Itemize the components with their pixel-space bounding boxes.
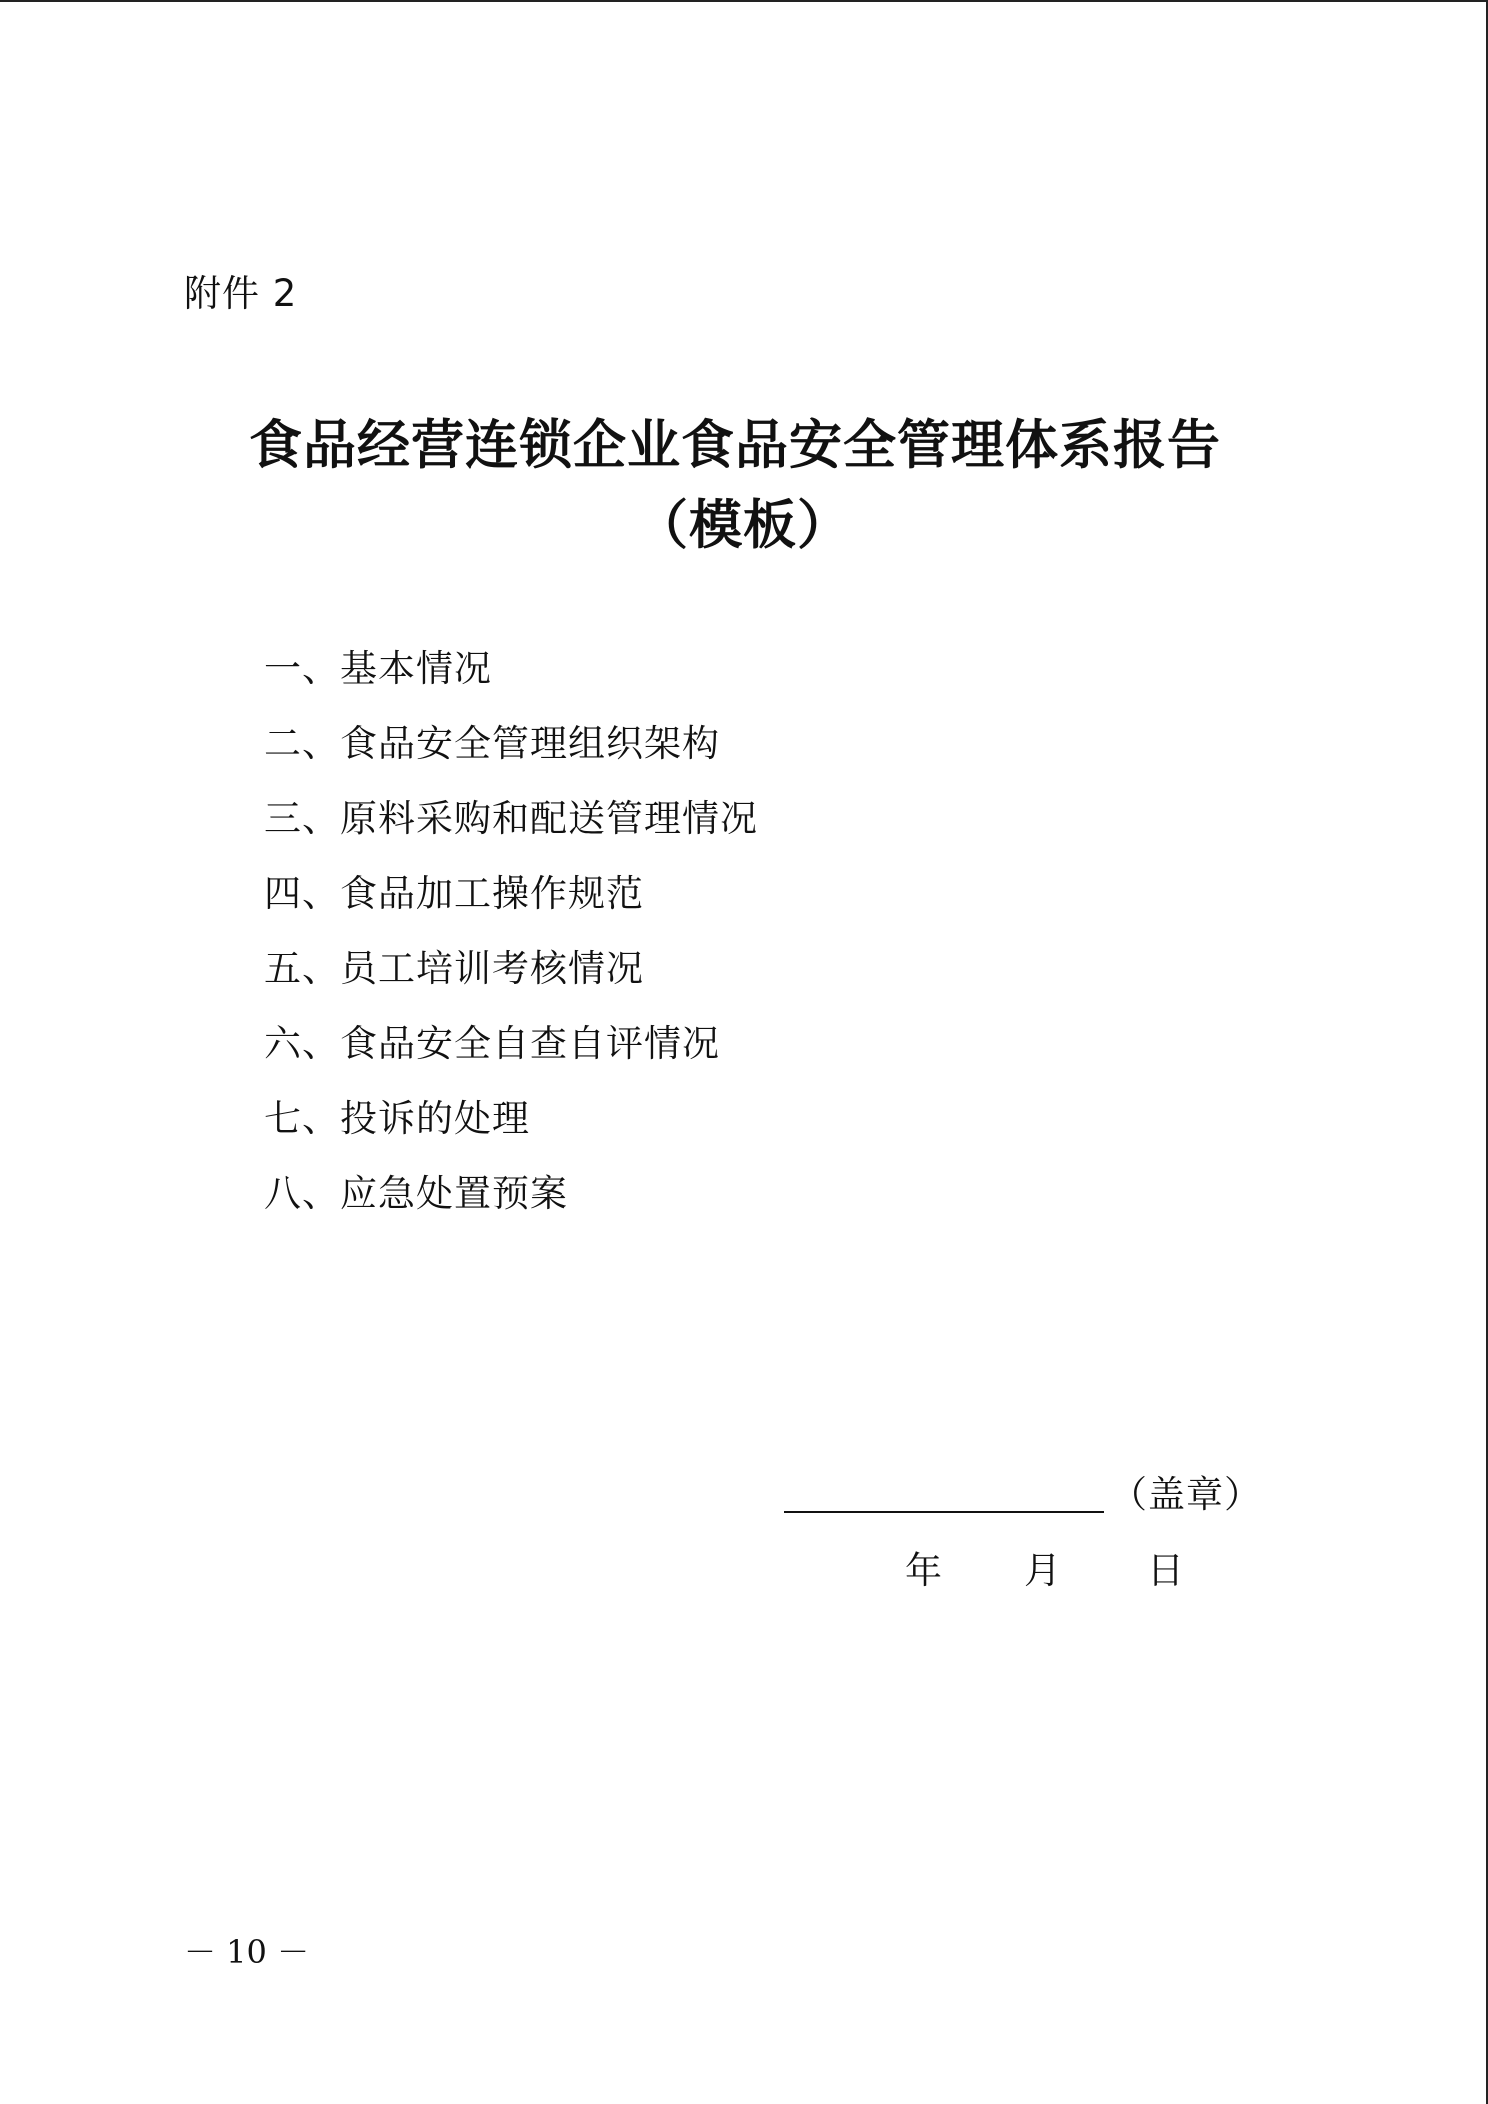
seal-signature-line [784,1511,1104,1513]
outline-item: 七、投诉的处理 [264,1097,530,1140]
outline-list [264,637,758,1237]
outline-item: 六、食品安全自查自评情况 [264,1022,720,1065]
document-title [0,405,1488,565]
outline-item: 三、原料采购和配送管理情况 [264,797,758,840]
outline-item: 四、食品加工操作规范 [264,872,644,915]
outline-item: 五、员工培训考核情况 [264,947,644,990]
title-sub: （模板） [635,494,851,556]
seal-label: （盖章） [1110,1473,1262,1516]
outline-item: 二、食品安全管理组织架构 [264,722,720,765]
date-year: 年 [905,1549,942,1592]
outline-item: 八、应急处置预案 [264,1172,568,1215]
seal-block [784,1465,1284,1525]
date-day: 日 [1147,1549,1184,1592]
page-number: － 10 － [184,1933,310,1971]
outline-item: 一、基本情况 [264,647,492,690]
attachment-label: 附件 2 [184,272,298,315]
page-border-top [0,0,1488,2]
title-main: 食品经营连锁企业食品安全管理体系报告 [249,414,1221,476]
date-month: 月 [1024,1549,1061,1592]
